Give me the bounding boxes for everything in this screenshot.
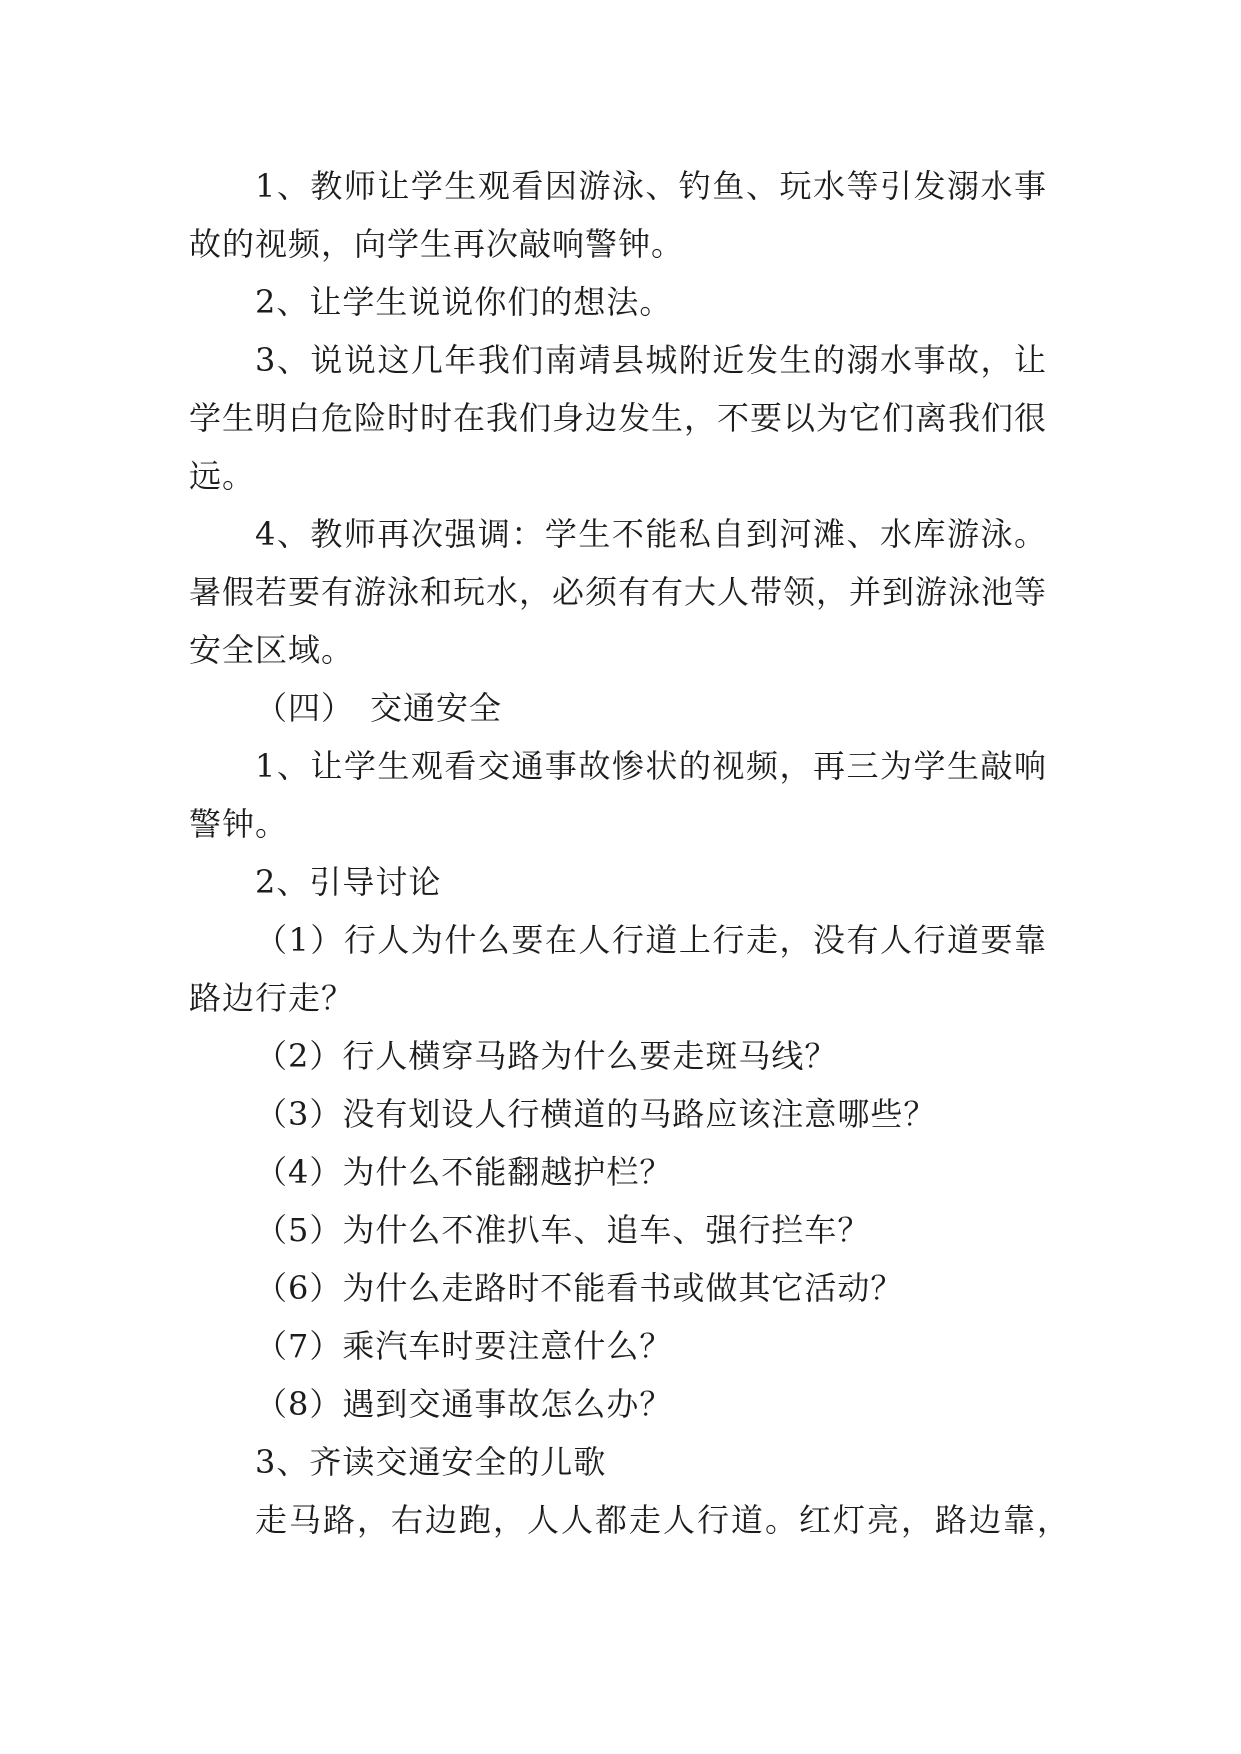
- traffic-rhyme-line: 走马路，右边跑，人人都走人行道。红灯亮，路边靠，: [255, 1501, 1070, 1539]
- paragraph-line: 安全区域。: [189, 631, 355, 669]
- discussion-question-7: （7）乘汽车时要注意什么？: [255, 1327, 673, 1365]
- section-title: 交通安全: [370, 689, 503, 727]
- paragraph-drowning-video: [189, 157, 1047, 273]
- discussion-question-6: （6）为什么走路时不能看书或做其它活动？: [255, 1269, 904, 1307]
- paragraph-line: （1）行人为什么要在人行道上行走，没有人行道要靠: [255, 921, 1047, 959]
- discussion-question-4: （4）为什么不能翻越护栏？: [255, 1153, 673, 1191]
- paragraph-line: 2、让学生说说你们的想法。: [255, 283, 673, 321]
- paragraph-line: 2、引导讨论: [255, 863, 442, 901]
- paragraph-line: 1、让学生观看交通事故惨状的视频，再三为学生敲响: [255, 747, 1047, 785]
- section-heading: [189, 679, 1047, 737]
- discussion-question-1: [189, 911, 1047, 1027]
- paragraph-guided-discussion: [189, 853, 1047, 911]
- paragraph-line: 3、说说这几年我们南靖县城附近发生的溺水事故，让: [255, 341, 1047, 379]
- paragraph-line: 学生明白危险时时在我们身边发生，不要以为它们离我们很: [189, 399, 1048, 437]
- discussion-question-8: （8）遇到交通事故怎么办？: [255, 1385, 673, 1423]
- paragraph-line: 警钟。: [189, 805, 289, 843]
- paragraph-line: 故的视频，向学生再次敲响警钟。: [189, 225, 685, 263]
- discussion-question-3: （3）没有划设人行横道的马路应该注意哪些？: [255, 1095, 937, 1133]
- paragraph-line: 远。: [189, 457, 256, 495]
- paragraph-teacher-emphasis: [189, 505, 1047, 679]
- discussion-question-2: （2）行人横穿马路为什么要走斑马线？: [255, 1037, 838, 1075]
- paragraph-students-thoughts: [189, 273, 1047, 331]
- paragraph-line: 路边行走？: [189, 979, 355, 1017]
- paragraph-line: 暑假若要有游泳和玩水，必须有有大人带领，并到游泳池等: [189, 573, 1048, 611]
- section-number: （四）: [255, 689, 355, 727]
- paragraph-traffic-video: [189, 737, 1047, 853]
- paragraph-line: 4、教师再次强调：学生不能私自到河滩、水库游泳。: [255, 515, 1047, 553]
- document-body: [189, 157, 1070, 1549]
- paragraph-local-accidents: [189, 331, 1047, 505]
- discussion-question-5: （5）为什么不准扒车、追车、强行拦车？: [255, 1211, 871, 1249]
- paragraph-read-rhyme: 3、齐读交通安全的儿歌: [255, 1443, 607, 1481]
- paragraph-line: 1、教师让学生观看因游泳、钓鱼、玩水等引发溺水事: [255, 167, 1047, 205]
